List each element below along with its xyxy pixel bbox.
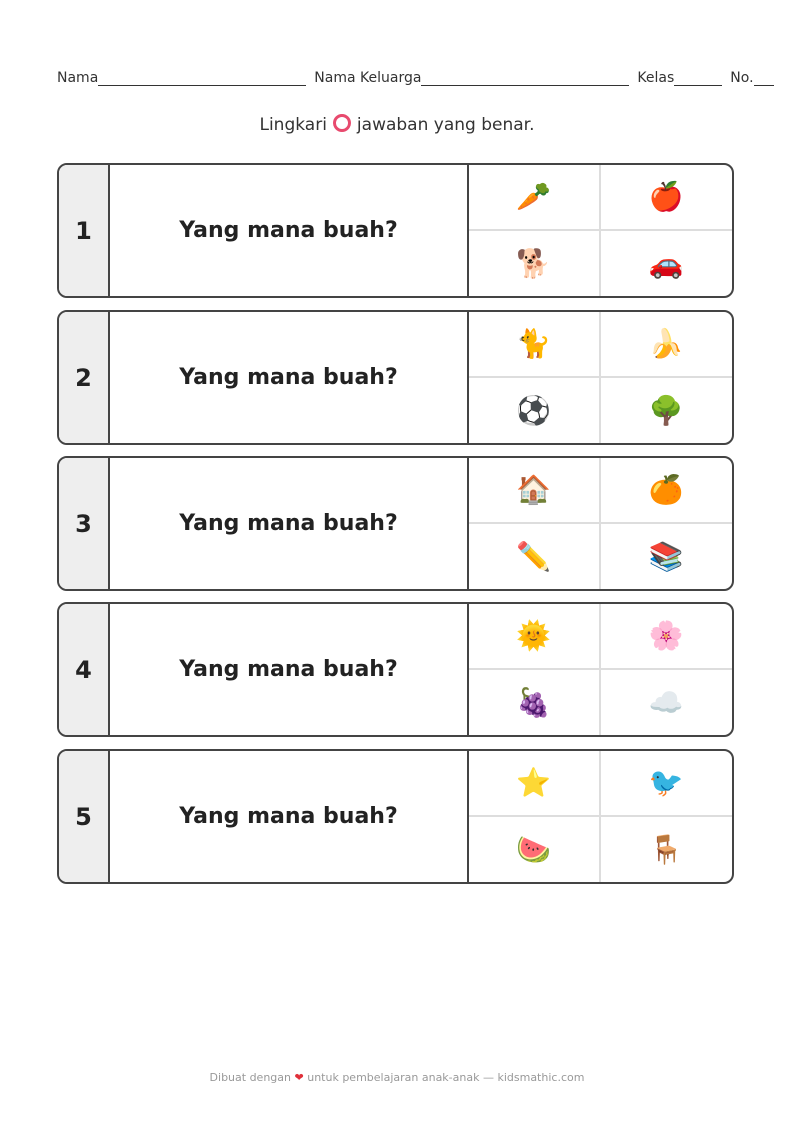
answer-option[interactable] <box>601 458 733 524</box>
instruction-text: Lingkari <box>259 115 327 135</box>
answer-option[interactable] <box>469 524 601 590</box>
answer-option[interactable] <box>601 817 733 883</box>
books-icon: 📚 <box>648 539 684 573</box>
cloud-icon: ☁️ <box>648 685 684 719</box>
question-text: Yang mana buah? <box>110 165 469 296</box>
answer-option[interactable] <box>601 670 733 736</box>
circle-icon <box>333 114 351 132</box>
answer-option[interactable] <box>601 231 733 297</box>
instruction-text-end: jawaban yang benar. <box>356 115 535 135</box>
answer-option[interactable] <box>601 378 733 444</box>
footer <box>0 1071 794 1084</box>
question-number: 1 <box>59 165 110 296</box>
carrot-icon: 🥕 <box>516 180 552 214</box>
question-card <box>57 456 734 591</box>
answer-grid <box>469 312 732 443</box>
question-text: Yang mana buah? <box>110 312 469 443</box>
car-icon: 🚗 <box>648 246 684 280</box>
answer-option[interactable] <box>469 378 601 444</box>
orange-icon: 🍊 <box>648 473 684 507</box>
answer-grid <box>469 751 732 882</box>
bird-icon: 🐦 <box>648 766 684 800</box>
class-label: Kelas <box>637 70 675 86</box>
question-card <box>57 749 734 884</box>
number-field[interactable] <box>754 71 774 86</box>
heart-icon: ❤ <box>294 1071 304 1084</box>
answer-option[interactable] <box>601 165 733 231</box>
name-label: Nama <box>57 70 99 86</box>
name-field[interactable] <box>98 71 306 86</box>
question-text: Yang mana buah? <box>110 604 469 735</box>
answer-option[interactable] <box>469 312 601 378</box>
footer-credit: untuk pembelajaran anak-anak — kidsmathic.com <box>307 1071 585 1084</box>
answer-grid <box>469 604 732 735</box>
sun-icon: 🌞 <box>516 619 552 653</box>
grapes-icon: 🍇 <box>516 685 552 719</box>
cherry-blossom-icon: 🌸 <box>648 619 684 653</box>
watermelon-icon: 🍉 <box>516 832 552 866</box>
chair-icon: 🪑 <box>648 832 684 866</box>
family-name-label: Nama Keluarga <box>314 70 422 86</box>
star-icon: ⭐ <box>516 766 552 800</box>
question-number: 5 <box>59 751 110 882</box>
pencil-icon: ✏️ <box>516 539 552 573</box>
answer-option[interactable] <box>469 458 601 524</box>
class-field[interactable] <box>674 71 722 86</box>
dog-icon: 🐕 <box>516 246 552 280</box>
answer-option[interactable] <box>469 751 601 817</box>
question-number: 2 <box>59 312 110 443</box>
soccer-ball-icon: ⚽ <box>516 393 552 427</box>
answer-option[interactable] <box>469 165 601 231</box>
question-text: Yang mana buah? <box>110 458 469 589</box>
question-text: Yang mana buah? <box>110 751 469 882</box>
apple-icon: 🍎 <box>648 180 684 214</box>
cat-icon: 🐈 <box>516 327 552 361</box>
student-info-header <box>57 70 794 86</box>
number-label: No. <box>730 70 754 86</box>
tree-icon: 🌳 <box>648 393 684 427</box>
answer-grid <box>469 165 732 296</box>
family-name-field[interactable] <box>421 71 629 86</box>
question-number: 3 <box>59 458 110 589</box>
answer-grid <box>469 458 732 589</box>
answer-option[interactable] <box>469 604 601 670</box>
question-card <box>57 602 734 737</box>
answer-option[interactable] <box>469 670 601 736</box>
answer-option[interactable] <box>601 604 733 670</box>
instruction <box>0 114 794 135</box>
question-card <box>57 310 734 445</box>
question-number: 4 <box>59 604 110 735</box>
answer-option[interactable] <box>469 817 601 883</box>
house-icon: 🏠 <box>516 473 552 507</box>
answer-option[interactable] <box>601 751 733 817</box>
banana-icon: 🍌 <box>648 327 684 361</box>
answer-option[interactable] <box>469 231 601 297</box>
answer-option[interactable] <box>601 524 733 590</box>
question-card <box>57 163 734 298</box>
footer-text: Dibuat dengan <box>209 1071 291 1084</box>
answer-option[interactable] <box>601 312 733 378</box>
